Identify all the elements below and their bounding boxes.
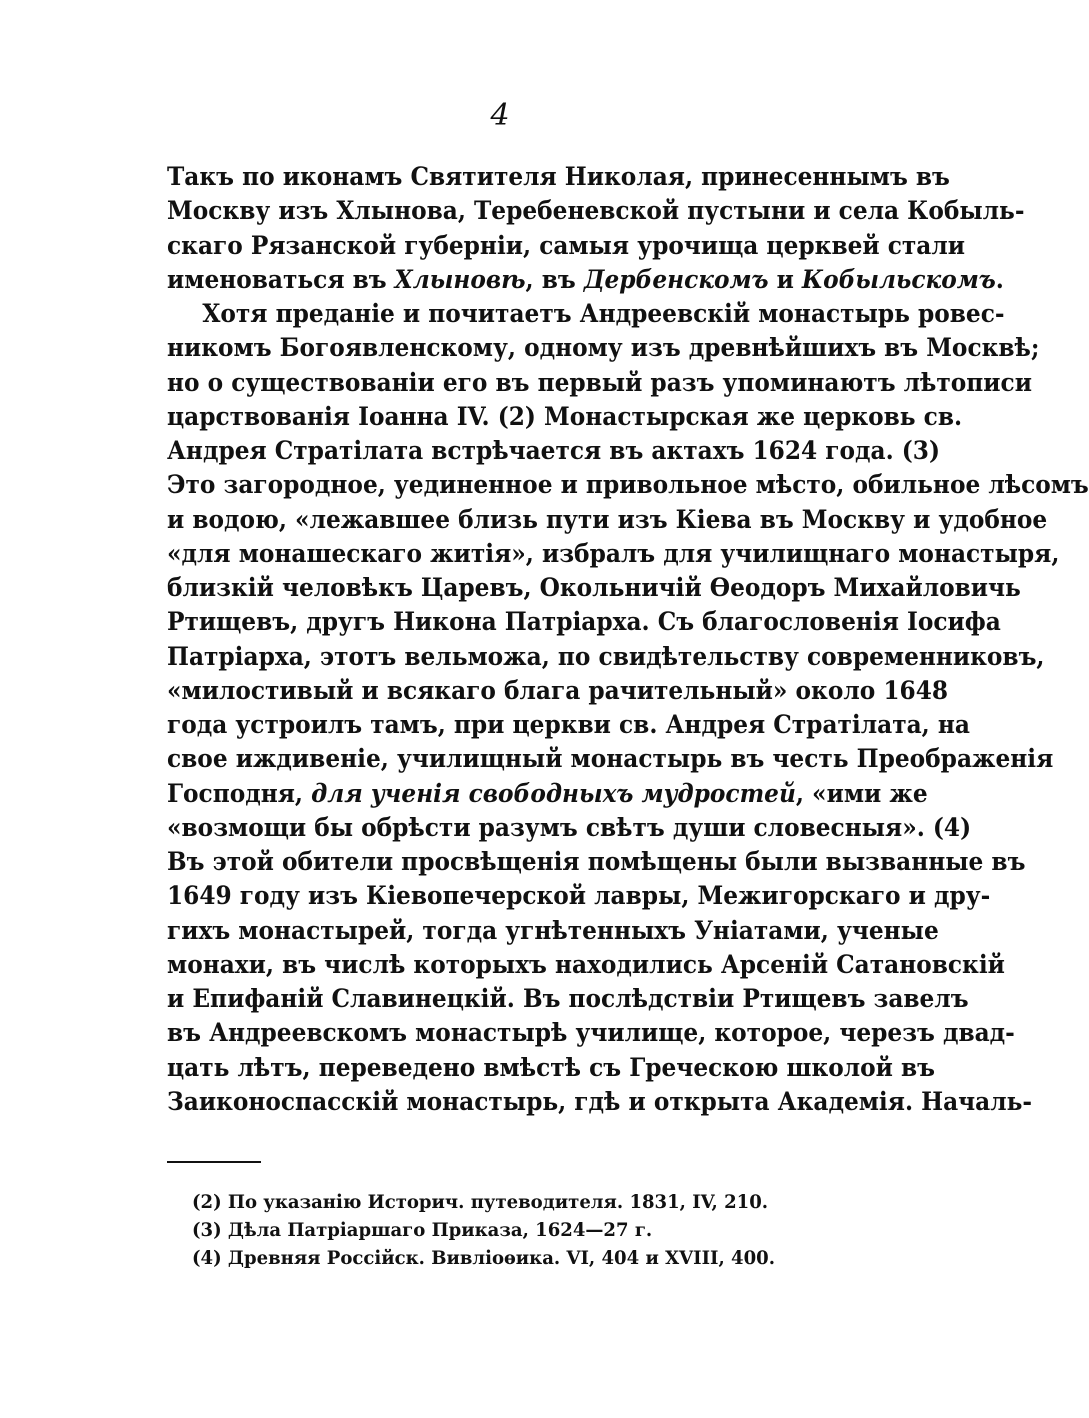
text-line xyxy=(167,1051,936,1085)
footnotes xyxy=(192,1188,832,1272)
text-line xyxy=(167,948,1005,982)
text-segment: но о существованіи его въ первый разъ упоминаютъ лѣтописи xyxy=(167,367,1032,397)
italic-text-segment: Кобыльскомъ xyxy=(801,264,996,294)
text-line xyxy=(167,845,1026,879)
text-segment: въ Андреевскомъ монастырѣ училище, которое, черезъ двад- xyxy=(167,1018,1015,1048)
text-segment: Въ этой обители просвѣщенія помѣщены были вызванные въ xyxy=(167,847,1026,876)
footnote-4: (4) Древняя Россійск. Вивліоѳика. VI, 404 и XVIII, 400. xyxy=(192,1247,776,1269)
text-segment: Такъ по иконамъ Святителя Николая, принесеннымъ въ xyxy=(167,162,950,191)
text-segment: свое иждивеніе, училищный монастырь въ честь Преображенія xyxy=(167,744,1054,774)
text-segment: монахи, въ числѣ которыхъ находились Арсеній Сатановскій xyxy=(167,949,1005,979)
text-segment: , «ими же xyxy=(795,778,928,808)
text-line xyxy=(167,811,972,845)
text-line xyxy=(167,400,963,434)
text-segment: и Епифаній Славинецкій. Въ послѣдствіи Ртищевъ завелъ xyxy=(167,984,969,1013)
text-line xyxy=(167,708,970,742)
text-line xyxy=(167,742,1054,776)
text-line xyxy=(167,263,1004,297)
footnote-separator xyxy=(167,1161,261,1163)
italic-text-segment: для ученія свободныхъ мудростей xyxy=(311,778,796,808)
text-segment: . xyxy=(995,264,1004,294)
text-line xyxy=(167,229,965,263)
page-number: 4 xyxy=(490,98,510,133)
text-segment: Это загородное, уединенное и привольное мѣсто, обильное лѣсомъ xyxy=(167,470,1089,500)
text-line xyxy=(167,640,1045,674)
text-segment: Хотя преданіе и почитаетъ Андреевскій монастырь ровес- xyxy=(202,299,1005,328)
text-line xyxy=(167,194,1025,228)
text-segment: именоваться въ xyxy=(167,264,395,294)
text-line xyxy=(167,914,939,948)
text-segment: Патріарха, этотъ вельможа, по свидѣтельству современниковъ, xyxy=(167,641,1045,671)
text-segment: Ртищевъ, другъ Никона Патріарха. Съ благословенія Іосифа xyxy=(167,607,1001,637)
text-segment: Господня, xyxy=(167,778,312,808)
text-segment: гихъ монастырей, тогда угнѣтенныхъ Уніатами, ученые xyxy=(167,915,939,945)
text-segment: Заиконоспасскій монастырь, гдѣ и открыта Академія. Началь- xyxy=(167,1086,1033,1116)
text-segment: Андрея Стратілата встрѣчается въ актахъ 1624 года. (3) xyxy=(167,436,940,465)
text-line xyxy=(167,434,940,468)
text-segment: Москву изъ Хлынова, Теребеневской пустыни и села Кобыль- xyxy=(167,196,1025,226)
text-segment: «милостивый и всякаго блага рачительный» около 1648 xyxy=(167,675,949,705)
text-line xyxy=(167,879,991,913)
text-line xyxy=(167,605,1001,639)
text-line xyxy=(167,777,928,811)
text-line xyxy=(167,537,1060,571)
text-line xyxy=(167,571,1021,605)
italic-text-segment: Дербенскомъ xyxy=(583,264,769,294)
text-line xyxy=(167,982,969,1016)
footnote-3: (3) Дѣла Патріаршаго Приказа, 1624—27 г. xyxy=(192,1219,653,1241)
italic-text-segment: Хлыновѣ xyxy=(394,264,526,294)
text-segment: скаго Рязанской губерніи, самыя урочища церквей стали xyxy=(167,230,965,260)
text-line xyxy=(167,468,1089,502)
text-line xyxy=(167,503,1048,537)
text-line xyxy=(167,160,950,194)
text-segment: «возмощи бы обрѣсти разумъ свѣтъ души словесныя». (4) xyxy=(167,812,972,842)
text-segment: и xyxy=(768,264,802,294)
text-line xyxy=(167,366,1032,400)
text-segment: 1649 году изъ Кіевопечерской лавры, Межигорскаго и дру- xyxy=(167,881,991,911)
text-line xyxy=(167,297,1005,331)
text-segment: и водою, «лежавшее близь пути изъ Кіева въ Москву и удобное xyxy=(167,504,1048,534)
text-segment: цать лѣтъ, переведено вмѣстѣ съ Греческою школой въ xyxy=(167,1052,936,1082)
text-line xyxy=(167,1085,1033,1119)
text-segment: близкій человѣкъ Царевъ, Окольничій Ѳеодоръ Михайловичь xyxy=(167,573,1021,602)
text-segment: , въ xyxy=(525,264,584,294)
footnote-2: (2) По указанію Историч. путеводителя. 1831, IV, 210. xyxy=(192,1191,769,1213)
text-segment: никомъ Богоявленскому, одному изъ древнѣйшихъ въ Москвѣ; xyxy=(167,333,1040,363)
text-line xyxy=(167,1016,1015,1050)
text-segment: «для монашескаго житія», избралъ для училищнаго монастыря, xyxy=(167,538,1060,568)
body-text xyxy=(167,160,1089,1119)
text-segment: года устроилъ тамъ, при церкви св. Андрея Стратілата, на xyxy=(167,710,970,739)
text-line xyxy=(167,674,949,708)
text-segment: царствованія Іоанна IV. (2) Монастырская же церковь св. xyxy=(167,401,963,431)
text-line xyxy=(167,331,1040,365)
